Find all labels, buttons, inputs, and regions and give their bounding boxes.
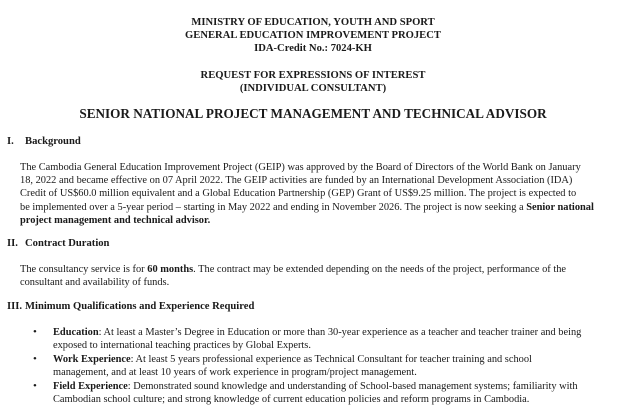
- paragraph-text: . The contract may be extended depending on the needs of the project, performance of the: [193, 264, 567, 275]
- ministry-name: MINISTRY OF EDUCATION, YOUTH AND SPORT: [191, 17, 435, 28]
- list-item-label: Education: [53, 327, 99, 338]
- credit-number: IDA-Credit No.: 7024-KH: [254, 43, 372, 54]
- list-item: [33, 353, 617, 380]
- bullet-icon: •: [33, 379, 37, 392]
- paragraph-line: [20, 214, 614, 227]
- contract-paragraph: [20, 263, 614, 289]
- list-item-text: : At least a Master’s Degree in Education or more than 30-year experience as a teacher and teacher trainer and being: [98, 327, 582, 338]
- list-item: [33, 326, 617, 353]
- background-paragraph: [20, 161, 614, 227]
- paragraph-text: The consultancy service is for: [20, 264, 148, 275]
- position-emphasis: project management and technical advisor.: [20, 214, 211, 226]
- request-title: REQUEST FOR EXPRESSIONS OF INTEREST: [200, 70, 426, 81]
- section-title: Background: [25, 136, 81, 147]
- list-item-line: management, and at least 10 years of work experience in program/project management.: [53, 367, 417, 379]
- paragraph-line: The Cambodia General Education Improvement Project (GEIP) was approved by the Board of Directors of the World Bank on January: [20, 162, 581, 173]
- list-item-line: exposed to international teaching practices by Global Experts.: [53, 340, 311, 352]
- paragraph-line: Credit of US$60.0 million equivalent and a Global Education Partnership (GEP) Grant of US$9.25 million. The project is expected to: [20, 188, 577, 200]
- consultant-type: (INDIVIDUAL CONSULTANT): [239, 83, 387, 94]
- section-number: III.: [7, 301, 23, 312]
- list-item-text: : At least 5 years professional experience as Technical Consultant for teacher training and school: [130, 353, 532, 365]
- paragraph-line: [20, 263, 614, 276]
- section-title: Minimum Qualifications and Experience Required: [25, 301, 255, 312]
- list-item-text: : Demonstrated sound knowledge and understanding of School-based management systems; familiarity with: [127, 380, 578, 392]
- paragraph-line: consultant and availability of funds.: [20, 277, 170, 289]
- section-number: I.: [7, 136, 14, 147]
- paragraph-line: 18, 2022 and became effective on 07 April 2022. The GEIP activities are funded by an International Development Association (IDA): [20, 175, 573, 187]
- list-item-line: [53, 353, 617, 366]
- section-heading-qualifications: [7, 300, 254, 313]
- section-number: II.: [7, 238, 18, 249]
- position-title: SENIOR NATIONAL PROJECT MANAGEMENT AND TECHNICAL ADVISOR: [79, 106, 547, 121]
- list-item-label: Work Experience: [53, 353, 131, 365]
- qualifications-list: [33, 326, 617, 406]
- list-item: [33, 380, 617, 407]
- list-item-line: [53, 380, 617, 393]
- bullet-icon: •: [33, 352, 37, 365]
- bullet-icon: •: [33, 326, 37, 338]
- duration-emphasis: 60 months: [147, 264, 194, 275]
- section-title: Contract Duration: [25, 238, 110, 249]
- paragraph-line: [20, 201, 614, 214]
- section-heading-background: [7, 135, 81, 148]
- position-emphasis: Senior national: [526, 201, 594, 213]
- project-name: GENERAL EDUCATION IMPROVEMENT PROJECT: [185, 30, 441, 41]
- list-item-line: [53, 326, 617, 339]
- list-item-label: Field Experience: [53, 380, 128, 392]
- list-item-line: Cambodian school culture; and strong knowledge of current education policies and reform programs in Cambodia.: [53, 394, 530, 406]
- paragraph-text: be implemented over a 5-year period – starting in May 2022 and ending in November 2026. The project is now seeking a: [20, 201, 527, 213]
- section-heading-contract: [7, 237, 109, 250]
